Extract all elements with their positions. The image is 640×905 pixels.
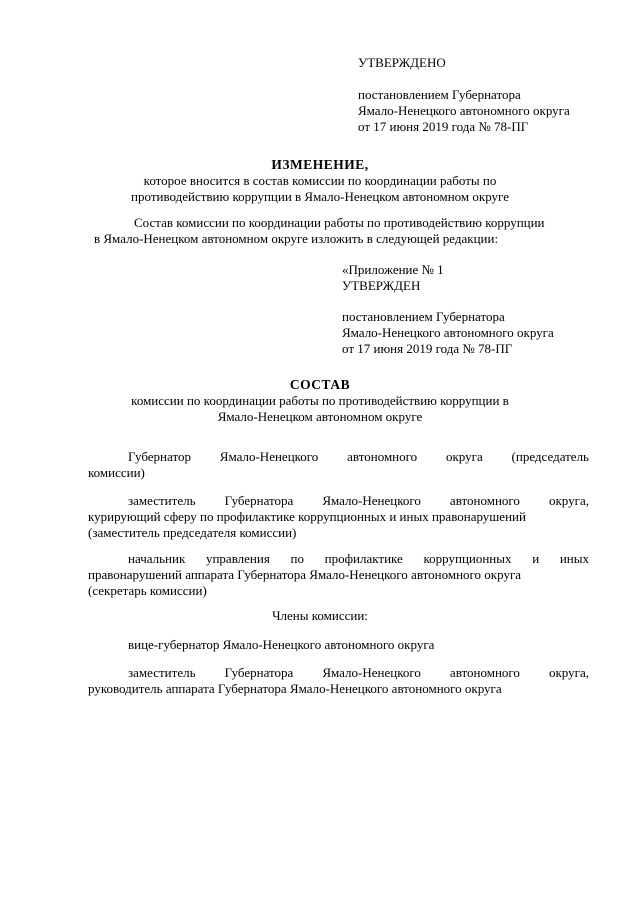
member-text: (секретарь комиссии)	[88, 583, 207, 598]
member-text: Губернатор Ямало-Ненецкого автономного округа (председатель	[128, 449, 589, 464]
composition-subtitle: комиссии по координации работы по противодействию коррупции в	[131, 393, 509, 408]
member-text: заместитель Губернатора Ямало-Ненецкого автономного округа,	[128, 665, 589, 680]
member-text: (заместитель председателя комиссии)	[88, 525, 297, 540]
appendix-line: Ямало-Ненецкого автономного округа	[342, 325, 554, 340]
composition-title: СОСТАВ	[289, 377, 351, 392]
approval-line: Ямало-Ненецкого автономного округа	[358, 103, 570, 118]
members-heading: Члены комиссии:	[272, 608, 368, 623]
appendix-approved: УТВЕРЖДЕН	[342, 278, 421, 293]
approval-heading: УТВЕРЖДЕНО	[358, 55, 446, 70]
change-subtitle: противодействию коррупции в Ямало-Ненецком автономном округе	[131, 189, 509, 204]
appendix-line: от 17 июня 2019 года № 78-ПГ	[342, 341, 513, 356]
member-text: правонарушений аппарата Губернатора Ямало-Ненецкого автономного округа	[88, 567, 522, 582]
approval-line: от 17 июня 2019 года № 78-ПГ	[358, 119, 529, 134]
change-subtitle: которое вносится в состав комиссии по координации работы по	[143, 173, 497, 188]
composition-subtitle: Ямало-Ненецком автономном округе	[217, 409, 423, 424]
member-text: руководитель аппарата Губернатора Ямало-Ненецкого автономного округа	[88, 681, 502, 696]
member-text: комиссии)	[88, 465, 145, 480]
approval-line: постановлением Губернатора	[358, 87, 521, 102]
member-text: вице-губернатор Ямало-Ненецкого автономного округа	[128, 637, 435, 652]
member-text: заместитель Губернатора Ямало-Ненецкого автономного округа,	[128, 493, 589, 508]
member-text: начальник управления по профилактике коррупционных и иных	[128, 551, 589, 566]
appendix-line: постановлением Губернатора	[342, 309, 505, 324]
intro-text: в Ямало-Ненецком автономном округе изложить в следующей редакции:	[94, 231, 499, 246]
intro-text: Состав комиссии по координации работы по противодействию коррупции	[134, 215, 545, 230]
member-text: курирующий сферу по профилактике коррупционных и иных правонарушений	[88, 509, 526, 524]
change-title: ИЗМЕНЕНИЕ,	[271, 157, 369, 172]
appendix-label: «Приложение № 1	[342, 262, 444, 277]
